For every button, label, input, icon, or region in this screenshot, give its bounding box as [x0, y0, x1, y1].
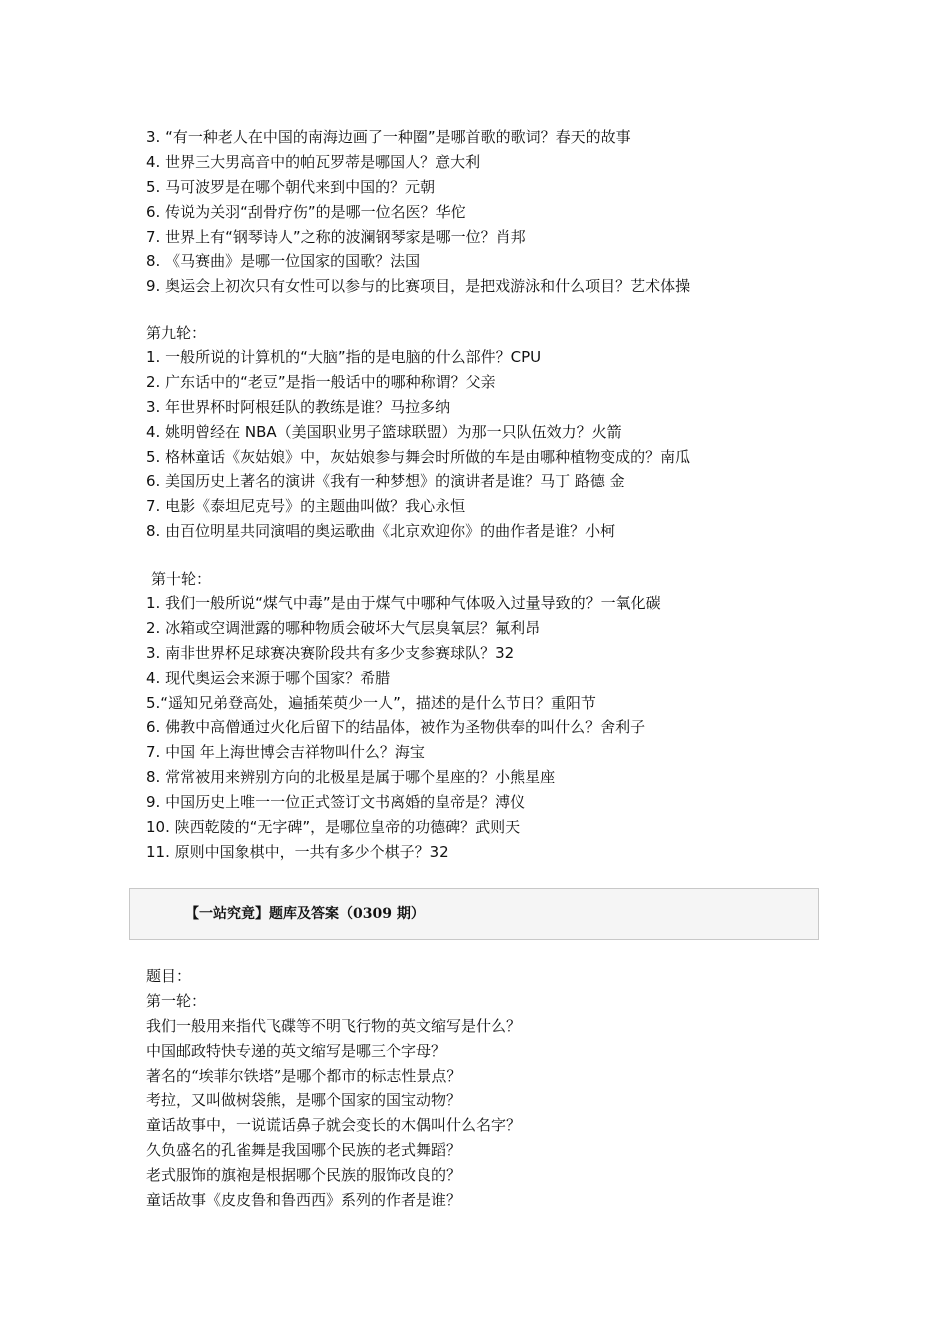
questions-label: 题目：	[146, 967, 192, 985]
question-line: 3. 年世界杯时阿根廷队的教练是谁？马拉多纳	[146, 397, 451, 416]
issue-title-banner	[129, 888, 819, 940]
question-line: 7. 中国 年上海世博会吉祥物叫什么？海宝	[146, 743, 425, 762]
question-line: 9. 奥运会上初次只有女性可以参与的比赛项目，是把戏游泳和什么项目？艺术体操	[146, 277, 691, 296]
question-line: 8. 常常被用来辨别方向的北极星是属于哪个星座的？小熊星座	[146, 768, 556, 787]
question-line: 老式服饰的旗袍是根据哪个民族的服饰改良的？	[146, 1166, 462, 1185]
question-line: 4. 姚明曾经在 NBA（美国职业男子篮球联盟）为那一只队伍效力？火箭	[146, 422, 622, 441]
question-line: 6. 美国历史上著名的演讲《我有一种梦想》的演讲者是谁？马丁 路德 金	[146, 472, 625, 491]
question-line: 10. 陕西乾陵的“无字碑”，是哪位皇帝的功德碑？武则天	[146, 818, 521, 837]
question-line: 2. 冰箱或空调泄露的哪种物质会破坏大气层臭氧层？氟利昂	[146, 618, 541, 637]
question-line: 4. 世界三大男高音中的帕瓦罗蒂是哪国人？意大利	[146, 152, 481, 171]
question-line: 3. 南非世界杯足球赛决赛阶段共有多少支参赛球队？32	[146, 643, 515, 662]
question-line: 8. 由百位明星共同演唱的奥运歌曲《北京欢迎你》的曲作者是谁？小柯	[146, 522, 616, 541]
question-line: 著名的“埃菲尔铁塔”是哪个都市的标志性景点？	[146, 1066, 462, 1085]
question-line: 7. 电影《泰坦尼克号》的主题曲叫做？我心永恒	[146, 497, 466, 516]
question-line: 5.“遥知兄弟登高处，遍插茱萸少一人”，描述的是什么节日？重阳节	[146, 693, 596, 712]
question-line: 4. 现代奥运会来源于哪个国家？希腊	[146, 668, 391, 687]
banner-title: 【一站究竟】题库及答案（0309 期）	[185, 906, 425, 922]
question-line: 6. 传说为关羽“刮骨疗伤”的是哪一位名医？华佗	[146, 202, 466, 221]
question-line: 7. 世界上有“钢琴诗人”之称的波澜钢琴家是哪一位？肖邦	[146, 227, 526, 246]
question-line: 9. 中国历史上唯一一位正式签订文书离婚的皇帝是？溥仪	[146, 793, 526, 812]
round-ten-section	[146, 567, 826, 865]
question-line: 3. “有一种老人在中国的南海边画了一种圈”是哪首歌的歌词？春天的故事	[146, 128, 631, 146]
question-line: 童话故事《皮皮鲁和鲁西西》系列的作者是谁？	[146, 1191, 462, 1210]
round-one-heading: 第一轮：	[146, 991, 207, 1010]
round-nine-section	[146, 321, 826, 544]
question-line: 5. 格林童话《灰姑娘》中，灰姑娘参与舞会时所做的车是由哪种植物变成的？南瓜	[146, 447, 691, 466]
question-line: 1. 一般所说的计算机的“大脑”指的是电脑的什么部件？CPU	[146, 348, 542, 366]
question-line: 我们一般用来指代飞碟等不明飞行物的英文缩写是什么？	[146, 1016, 522, 1035]
question-line: 6. 佛教中高僧通过火化后留下的结晶体，被作为圣物供奉的叫什么？舍利子	[146, 718, 646, 737]
new-issue-section	[146, 964, 826, 1213]
round-ten-heading: 第十轮：	[151, 570, 212, 588]
question-line: 1. 我们一般所说“煤气中毒”是由于煤气中哪种气体吸入过量导致的？一氧化碳	[146, 594, 661, 612]
question-line: 2. 广东话中的“老豆”是指一般话中的哪种称谓？父亲	[146, 372, 496, 391]
question-line: 中国邮政特快专递的英文缩写是哪三个字母？	[146, 1041, 447, 1060]
question-line: 久负盛名的孔雀舞是我国哪个民族的老式舞蹈？	[146, 1141, 462, 1160]
previous-round-questions	[146, 125, 826, 299]
question-line: 11. 原则中国象棋中，一共有多少个棋子？32	[146, 842, 449, 861]
round-nine-heading: 第九轮：	[146, 324, 207, 342]
question-line: 考拉，又叫做树袋熊，是哪个国家的国宝动物？	[146, 1091, 462, 1110]
question-line: 5. 马可波罗是在哪个朝代来到中国的？元朝	[146, 177, 436, 196]
question-line: 8. 《马赛曲》是哪一位国家的国歌？法国	[146, 252, 421, 271]
question-line: 童话故事中，一说谎话鼻子就会变长的木偶叫什么名字？	[146, 1116, 522, 1135]
